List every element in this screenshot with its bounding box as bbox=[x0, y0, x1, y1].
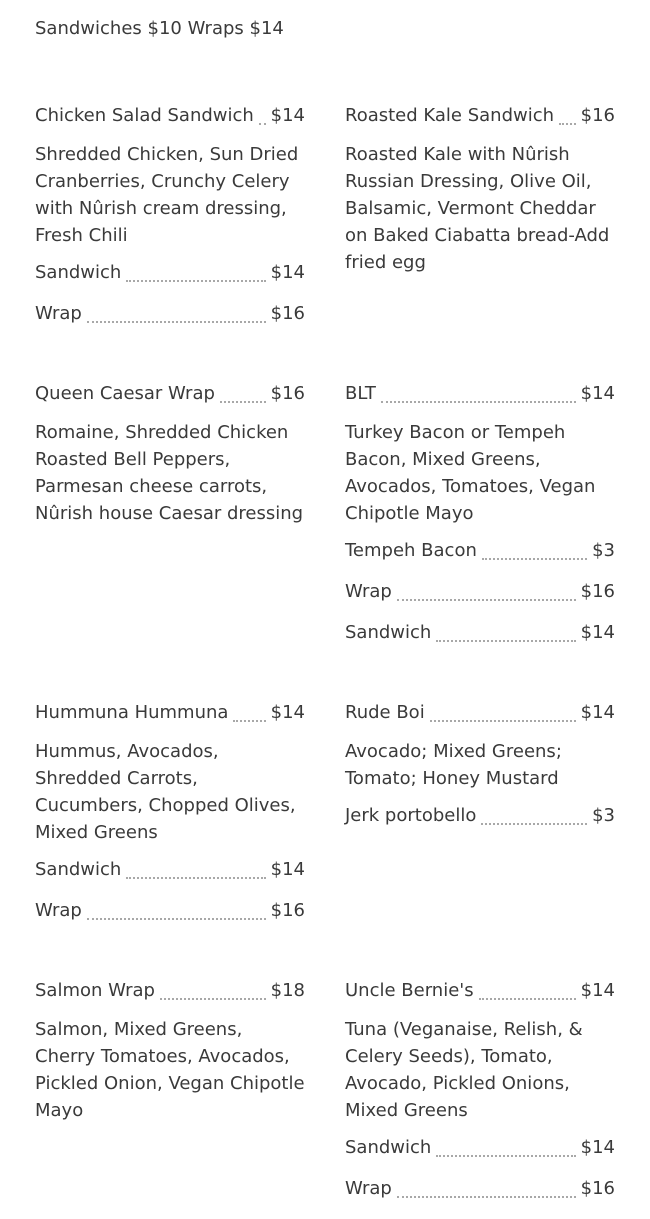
item-price: $14 bbox=[580, 702, 615, 723]
item-name: Hummuna Hummuna bbox=[35, 702, 229, 723]
dot-leader bbox=[220, 401, 266, 403]
menu-item-roasted-kale-sandwich bbox=[345, 105, 615, 276]
dot-leader bbox=[160, 998, 266, 1000]
item-description: Roasted Kale with Nûrish Russian Dressing, Olive Oil, Balsamic, Vermont Cheddar on Baked Ciabatta bread-Add fried egg bbox=[345, 144, 610, 273]
menu-item-chicken-salad-sandwich bbox=[35, 105, 305, 344]
item-row bbox=[345, 980, 615, 1004]
option-name: Wrap bbox=[345, 581, 392, 602]
option-price: $16 bbox=[580, 1178, 615, 1199]
option-name: Wrap bbox=[35, 303, 82, 324]
option-price: $16 bbox=[270, 900, 305, 921]
option-price: $14 bbox=[270, 262, 305, 283]
item-price: $14 bbox=[270, 702, 305, 723]
dot-leader bbox=[87, 321, 266, 323]
option-row bbox=[345, 581, 615, 605]
item-options bbox=[345, 805, 615, 829]
item-name: Roasted Kale Sandwich bbox=[345, 105, 555, 126]
item-name: Queen Caesar Wrap bbox=[35, 383, 215, 404]
dot-leader bbox=[436, 640, 575, 642]
option-name: Wrap bbox=[345, 1178, 392, 1199]
item-name: Chicken Salad Sandwich bbox=[35, 105, 254, 126]
option-row bbox=[345, 540, 615, 564]
option-price: $3 bbox=[592, 540, 615, 561]
option-name: Sandwich bbox=[35, 262, 122, 283]
option-price: $3 bbox=[592, 805, 615, 826]
item-price: $18 bbox=[270, 980, 305, 1001]
dot-leader bbox=[381, 401, 576, 403]
dot-leader bbox=[479, 998, 576, 1000]
option-name: Tempeh Bacon bbox=[345, 540, 477, 561]
menu-item-queen-caesar-wrap bbox=[35, 383, 305, 527]
dot-leader bbox=[482, 558, 587, 560]
item-row bbox=[35, 980, 305, 1004]
item-description: Salmon, Mixed Greens, Cherry Tomatoes, Avocados, Pickled Onion, Vegan Chipotle Mayo bbox=[35, 1019, 305, 1121]
option-row bbox=[345, 1178, 615, 1202]
item-options bbox=[35, 859, 305, 924]
item-row bbox=[35, 702, 305, 726]
item-options bbox=[35, 262, 305, 327]
item-description: Avocado; Mixed Greens; Tomato; Honey Mustard bbox=[345, 741, 562, 789]
item-row bbox=[345, 383, 615, 407]
menu-item-blt bbox=[345, 383, 615, 663]
dot-leader bbox=[87, 918, 266, 920]
dot-leader bbox=[259, 123, 266, 125]
item-price: $16 bbox=[580, 105, 615, 126]
dot-leader bbox=[559, 123, 576, 125]
option-name: Sandwich bbox=[345, 1137, 432, 1158]
item-row bbox=[345, 702, 615, 726]
option-name: Wrap bbox=[35, 900, 82, 921]
option-row bbox=[35, 303, 305, 327]
item-name: Rude Boi bbox=[345, 702, 425, 723]
item-name: BLT bbox=[345, 383, 376, 404]
item-description: Shredded Chicken, Sun Dried Cranberries, Crunchy Celery with Nûrish cream dressing, Fresh Chili bbox=[35, 144, 299, 246]
menu-item-uncle-bernies bbox=[345, 980, 615, 1219]
item-name: Uncle Bernie's bbox=[345, 980, 474, 1001]
item-description: Tuna (Veganaise, Relish, & Celery Seeds), Tomato, Avocado, Pickled Onions, Mixed Greens bbox=[345, 1019, 583, 1121]
item-description: Hummus, Avocados, Shredded Carrots, Cucumbers, Chopped Olives, Mixed Greens bbox=[35, 741, 296, 843]
item-price: $16 bbox=[270, 383, 305, 404]
option-price: $16 bbox=[270, 303, 305, 324]
option-row bbox=[345, 622, 615, 646]
option-name: Jerk portobello bbox=[345, 805, 477, 826]
item-row bbox=[35, 383, 305, 407]
dot-leader bbox=[397, 599, 576, 601]
dot-leader bbox=[126, 280, 265, 282]
item-row bbox=[345, 105, 615, 129]
option-row bbox=[35, 262, 305, 286]
dot-leader bbox=[126, 877, 265, 879]
item-options bbox=[345, 1137, 615, 1202]
option-price: $14 bbox=[580, 622, 615, 643]
menu-item-salmon-wrap bbox=[35, 980, 305, 1124]
item-description: Romaine, Shredded Chicken Roasted Bell Peppers, Parmesan cheese carrots, Nûrish house Caesar dressing bbox=[35, 422, 304, 524]
option-price: $14 bbox=[580, 1137, 615, 1158]
dot-leader bbox=[397, 1196, 576, 1198]
item-price: $14 bbox=[580, 383, 615, 404]
menu-item-rude-boi bbox=[345, 702, 615, 846]
option-name: Sandwich bbox=[35, 859, 122, 880]
item-name: Salmon Wrap bbox=[35, 980, 155, 1001]
item-options bbox=[345, 540, 615, 646]
item-row bbox=[35, 105, 305, 129]
item-price: $14 bbox=[270, 105, 305, 126]
option-price: $14 bbox=[270, 859, 305, 880]
menu-intro-text: Sandwiches $10 Wraps $14 bbox=[35, 18, 284, 39]
option-name: Sandwich bbox=[345, 622, 432, 643]
menu-item-hummuna-hummuna bbox=[35, 702, 305, 941]
dot-leader bbox=[436, 1155, 575, 1157]
dot-leader bbox=[430, 720, 576, 722]
option-row bbox=[35, 900, 305, 924]
dot-leader bbox=[233, 720, 265, 722]
option-price: $16 bbox=[580, 581, 615, 602]
option-row bbox=[35, 859, 305, 883]
dot-leader bbox=[481, 823, 587, 825]
option-row bbox=[345, 805, 615, 829]
item-price: $14 bbox=[580, 980, 615, 1001]
option-row bbox=[345, 1137, 615, 1161]
item-description: Turkey Bacon or Tempeh Bacon, Mixed Greens, Avocados, Tomatoes, Vegan Chipotle Mayo bbox=[345, 422, 596, 524]
